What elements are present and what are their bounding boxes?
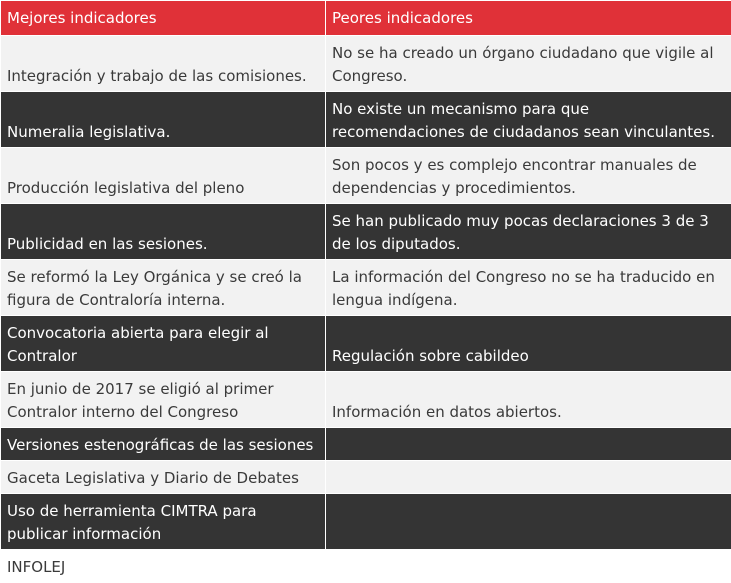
table-row [1,148,731,204]
worst-cell [326,550,731,583]
header-worst: Peores indicadores [326,1,731,36]
table-row [1,204,731,260]
table-row [1,494,731,550]
worst-cell: No se ha creado un órgano ciudadano que vigile al Congreso. [326,36,731,92]
worst-cell: Regulación sobre cabildeo [326,316,731,372]
worst-cell: No existe un mecanismo para que recomendaciones de ciudadanos sean vinculantes. [326,92,731,148]
best-cell: Versiones estenográficas de las sesiones [1,428,326,461]
table-row [1,550,731,583]
worst-cell: Se han publicado muy pocas declaraciones 3 de 3 de los diputados. [326,204,731,260]
table-row [1,461,731,494]
best-cell: En junio de 2017 se eligió al primer Contralor interno del Congreso [1,372,326,428]
worst-cell [326,494,731,550]
best-cell: Se reformó la Ley Orgánica y se creó la figura de Contraloría interna. [1,260,326,316]
worst-cell: La información del Congreso no se ha traducido en lengua indígena. [326,260,731,316]
best-cell: Numeralia legislativa. [1,92,326,148]
best-cell: Producción legislativa del pleno [1,148,326,204]
worst-cell [326,461,731,494]
table-row [1,428,731,461]
header-best: Mejores indicadores [1,1,326,36]
table-row [1,316,731,372]
best-cell: INFOLEJ [1,550,326,583]
worst-cell [326,428,731,461]
best-cell: Convocatoria abierta para elegir al Contralor [1,316,326,372]
best-cell: Publicidad en las sesiones. [1,204,326,260]
best-cell: Integración y trabajo de las comisiones. [1,36,326,92]
table-row [1,372,731,428]
worst-cell: Información en datos abiertos. [326,372,731,428]
table-row [1,260,731,316]
best-cell: Gaceta Legislativa y Diario de Debates [1,461,326,494]
table-row [1,92,731,148]
table-header-row [1,1,731,36]
best-cell: Uso de herramienta CIMTRA para publicar información [1,494,326,550]
worst-cell: Son pocos y es complejo encontrar manuales de dependencias y procedimientos. [326,148,731,204]
table-row [1,36,731,92]
